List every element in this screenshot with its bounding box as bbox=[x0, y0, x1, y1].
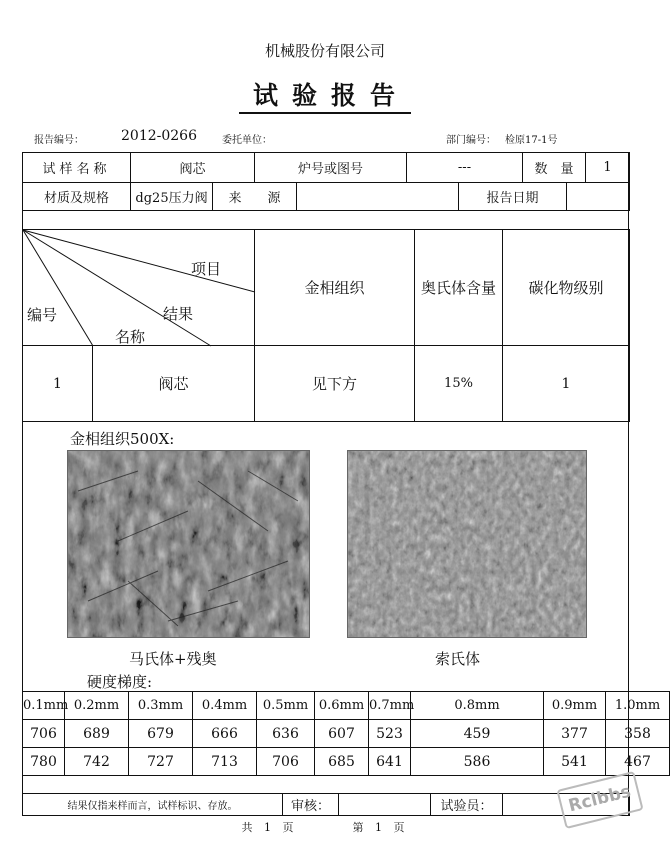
hardness-r2-cell-3: 727 bbox=[129, 748, 193, 776]
tester-label: 试验员： bbox=[431, 794, 503, 816]
row-carbide: 1 bbox=[503, 346, 630, 422]
col-carbide: 碳化物级别 bbox=[503, 230, 630, 346]
source-label: 来 源 bbox=[213, 183, 297, 211]
hardness-r2-cell-10: 467 bbox=[606, 748, 670, 776]
hardness-row-2 bbox=[23, 748, 670, 776]
diag-name: 名称 bbox=[115, 328, 146, 346]
hardness-r1-cell-3: 679 bbox=[129, 720, 193, 748]
depth-cell-9: 0.9mm bbox=[544, 692, 606, 720]
source-value bbox=[297, 183, 459, 211]
results-table bbox=[22, 229, 630, 422]
sample-name-label: 试样名称 bbox=[23, 153, 131, 183]
hardness-r2-cell-6: 685 bbox=[315, 748, 369, 776]
hardness-r1-cell-7: 523 bbox=[369, 720, 411, 748]
right-caption: 索氏体 bbox=[435, 650, 481, 668]
col-metallo: 金相组织 bbox=[255, 230, 415, 346]
depth-cell-6: 0.6mm bbox=[315, 692, 369, 720]
hardness-heading: 硬度梯度: bbox=[87, 673, 153, 691]
depth-cell-3: 0.3mm bbox=[129, 692, 193, 720]
hardness-row-1 bbox=[23, 720, 670, 748]
company-name: 机械股份有限公司 bbox=[264, 42, 385, 60]
page-footer bbox=[0, 819, 650, 835]
depth-cell-8: 0.8mm bbox=[411, 692, 544, 720]
martensite-texture bbox=[68, 451, 309, 637]
hardness-table bbox=[22, 691, 670, 776]
quantity-label: 数 量 bbox=[523, 153, 586, 183]
client-label: 委托单位： bbox=[222, 135, 272, 146]
hardness-r2-cell-7: 641 bbox=[369, 748, 411, 776]
micrograph-heading: 金相组织500X: bbox=[70, 430, 175, 448]
report-no-label: 报告编号： bbox=[34, 135, 84, 146]
sample-name: 阀芯 bbox=[131, 153, 255, 183]
hardness-r2-cell-1: 780 bbox=[23, 748, 65, 776]
depth-cell-2: 0.2mm bbox=[65, 692, 129, 720]
dept-no-label: 部门编号： bbox=[446, 135, 496, 146]
hardness-r1-cell-2: 689 bbox=[65, 720, 129, 748]
current-page: 第 1 页 bbox=[352, 821, 409, 834]
martensite-micrograph bbox=[67, 450, 310, 638]
spacer-row bbox=[22, 210, 629, 230]
left-caption: 马氏体+残奥 bbox=[129, 650, 217, 668]
diagonal-header-cell bbox=[23, 230, 255, 346]
material-value: dg25压力阀 bbox=[131, 183, 213, 211]
row-name: 阀芯 bbox=[93, 346, 255, 422]
reviewer-label: 审核： bbox=[283, 794, 339, 816]
furnace-value: --- bbox=[407, 153, 523, 183]
row-metallo: 见下方 bbox=[255, 346, 415, 422]
info-table bbox=[22, 152, 630, 183]
col-austenite: 奥氏体含量 bbox=[415, 230, 503, 346]
depth-cell-5: 0.5mm bbox=[257, 692, 315, 720]
diag-result: 结果 bbox=[163, 305, 194, 323]
reviewer-value bbox=[339, 794, 431, 816]
material-label: 材质及规格 bbox=[23, 183, 131, 211]
report-title: 试验报告 bbox=[0, 76, 650, 112]
depth-cell-1: 0.1mm bbox=[23, 692, 65, 720]
hardness-spacer bbox=[22, 775, 629, 794]
depth-cell-10: 1.0mm bbox=[606, 692, 670, 720]
report-no: 2012-0266 bbox=[121, 128, 197, 144]
hardness-r2-cell-8: 586 bbox=[411, 748, 544, 776]
hardness-r1-cell-5: 636 bbox=[257, 720, 315, 748]
hardness-r1-cell-10: 358 bbox=[606, 720, 670, 748]
total-pages: 共 1 页 bbox=[241, 821, 298, 834]
watermark-logo: Rclbbs bbox=[556, 771, 643, 829]
depth-cell-4: 0.4mm bbox=[193, 692, 257, 720]
diag-item: 项目 bbox=[191, 260, 222, 278]
sorbite-micrograph bbox=[347, 450, 587, 638]
quantity-value: 1 bbox=[586, 153, 630, 183]
sign-table bbox=[22, 793, 630, 816]
hardness-r1-cell-6: 607 bbox=[315, 720, 369, 748]
hardness-r1-cell-4: 666 bbox=[193, 720, 257, 748]
material-table bbox=[22, 182, 630, 211]
hardness-r2-cell-9: 541 bbox=[544, 748, 606, 776]
report-date-label: 报告日期 bbox=[459, 183, 567, 211]
depth-cell-7: 0.7mm bbox=[369, 692, 411, 720]
hardness-r1-cell-1: 706 bbox=[23, 720, 65, 748]
sorbite-texture bbox=[348, 451, 586, 637]
row-no: 1 bbox=[23, 346, 93, 422]
sign-note: 结果仅指来样而言，试样标识、存放。 bbox=[23, 794, 283, 816]
furnace-label: 炉号或图号 bbox=[255, 153, 407, 183]
hardness-r2-cell-5: 706 bbox=[257, 748, 315, 776]
hardness-r1-cell-9: 377 bbox=[544, 720, 606, 748]
hardness-r2-cell-4: 713 bbox=[193, 748, 257, 776]
row-austenite: 15% bbox=[415, 346, 503, 422]
report-date-value bbox=[567, 183, 630, 211]
dept-no: 检原17-1号 bbox=[505, 135, 558, 146]
hardness-r2-cell-2: 742 bbox=[65, 748, 129, 776]
hardness-depth-row bbox=[23, 692, 670, 720]
diag-no: 编号 bbox=[27, 306, 58, 324]
hardness-r1-cell-8: 459 bbox=[411, 720, 544, 748]
